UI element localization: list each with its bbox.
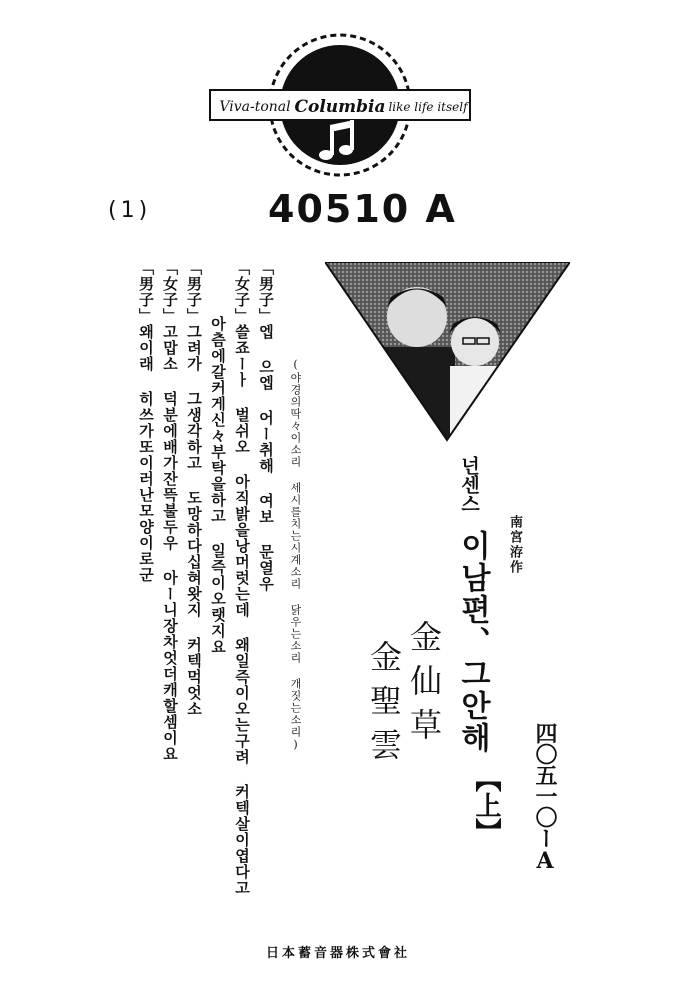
line-text: 고맙소 덕분에배가잔뜩불두우 아ー니장차엇더캐할셈이요 bbox=[161, 324, 179, 762]
brand-name: Columbia bbox=[294, 97, 386, 117]
stage-direction: (야경의딱々이소리 세시를치는시계소리 닭우는소리 개짓는소리) bbox=[289, 358, 302, 752]
genre: 넌센스 bbox=[458, 456, 480, 513]
page-number: (1) bbox=[108, 198, 152, 223]
speaker-label: 「男子」 bbox=[185, 260, 203, 324]
man-suit bbox=[380, 347, 455, 442]
dialogue-line bbox=[210, 316, 225, 655]
author: 南宮洊作 bbox=[507, 515, 522, 575]
line-text: 엡 으엡 어ー취해 여보 문열우 bbox=[257, 324, 275, 592]
performers-photo bbox=[325, 262, 570, 442]
title: 이남편、그안해 bbox=[455, 530, 490, 754]
dialogue-line bbox=[234, 260, 249, 896]
catalog-number-vertical: 四〇五一〇ーA bbox=[532, 722, 558, 873]
line-text: 그려가 그생각하고 도망하다십혀왓지 커텍먹엇소 bbox=[185, 324, 203, 717]
dialogue-line bbox=[258, 260, 273, 592]
line-text: 쓸죠ーㅏ 벌쉬오 아직밝을낭머럿는데 왜일즉이오는구려 커텍살이엽다고 bbox=[233, 324, 251, 896]
speaker-label: 「男子」 bbox=[257, 260, 275, 324]
woman-dress bbox=[450, 366, 505, 442]
performer-2: 金聖雲 bbox=[365, 640, 403, 772]
slogan-left: Viva-tonal bbox=[219, 99, 291, 115]
record-number: 40510 A bbox=[268, 187, 457, 231]
dialogue-line bbox=[138, 260, 153, 583]
publisher-footer: 日本蓄音器株式會社 bbox=[265, 946, 410, 961]
columbia-logo bbox=[200, 30, 480, 180]
speaker-label: 「女子」 bbox=[161, 260, 179, 324]
part-marker: 【上】 bbox=[471, 766, 501, 844]
performer-1: 金仙草 bbox=[405, 620, 443, 752]
dialogue-line bbox=[162, 260, 177, 762]
line-text: 아츰에갈커게신々부탁을하고 일즉이오랫지요 bbox=[209, 316, 227, 655]
dialogue-line bbox=[186, 260, 201, 717]
slogan-right: like life itself bbox=[388, 100, 468, 114]
speaker-label: 「男子」 bbox=[137, 260, 155, 324]
speaker-label: 「女子」 bbox=[233, 260, 251, 324]
line-text: 왜이래 히쓰가또이러난모양이로군 bbox=[137, 324, 155, 583]
